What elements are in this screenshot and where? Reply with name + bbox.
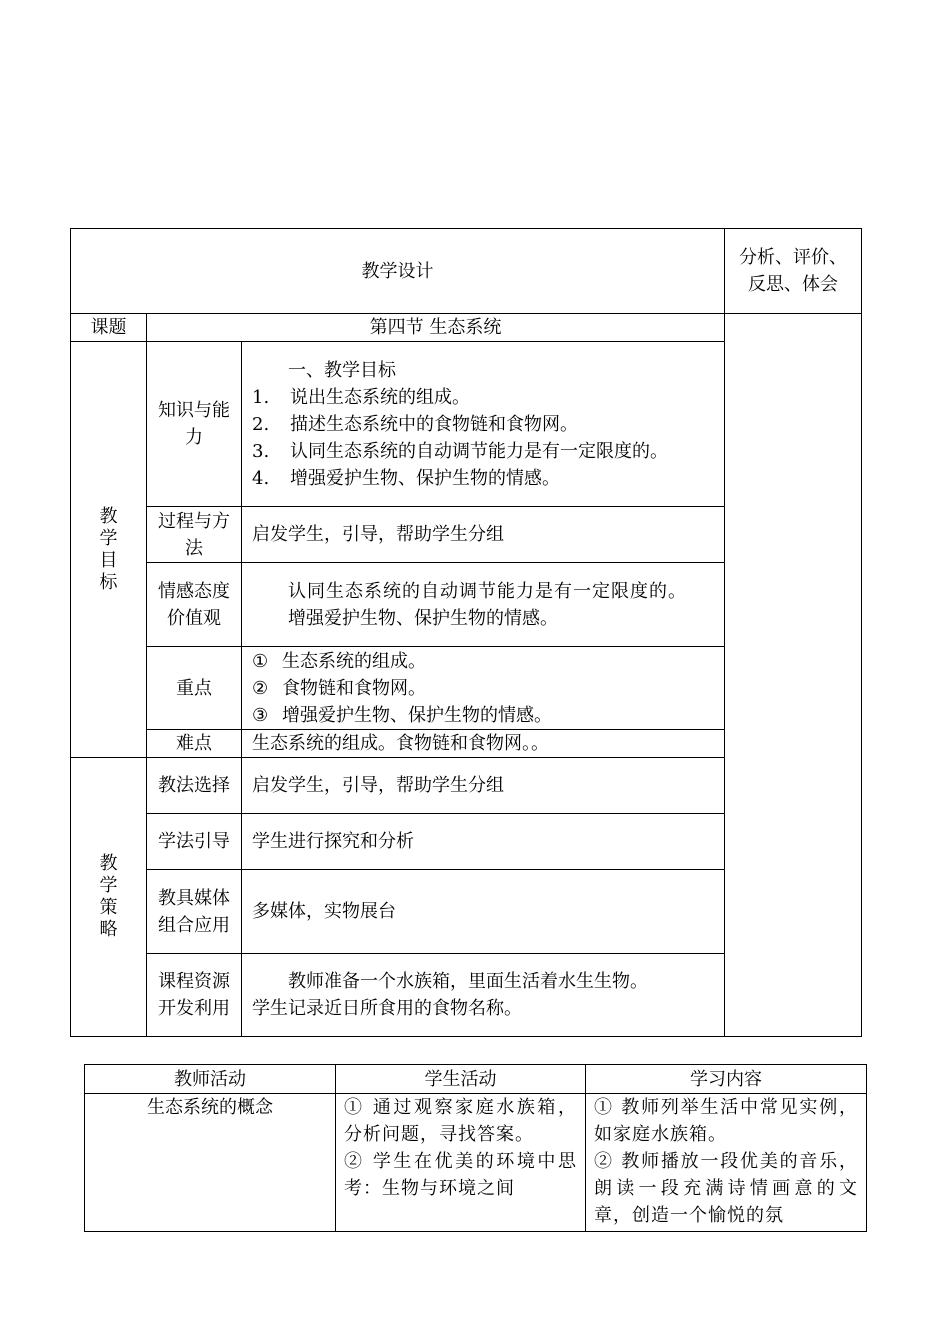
lesson-design-table (70, 228, 862, 1037)
goals-group-cell (71, 342, 147, 758)
key-label: 重点 (147, 647, 242, 730)
student-activity-p1: ① 通过观察家庭水族箱，分析问题，寻找答案。 (344, 1097, 577, 1145)
teacher-activity-cell: 生态系统的概念 (85, 1094, 336, 1232)
key-item-3: ③ 增强爱护生物、保护生物的情感。 (252, 704, 552, 726)
resource-content (242, 954, 725, 1037)
learning-value: 学生进行探究和分析 (242, 814, 725, 870)
resource-line-2: 学生记录近日所食用的食物名称。 (252, 998, 522, 1019)
resource-line-1: 教师准备一个水族箱，里面生活着水生生物。 (288, 971, 648, 992)
difficulty-label: 难点 (147, 730, 242, 758)
student-activity-cell (336, 1094, 586, 1232)
header-learning-content: 学习内容 (586, 1065, 867, 1094)
method-label: 教法选择 (147, 758, 242, 814)
media-value: 多媒体，实物展台 (242, 870, 725, 954)
learning-content-cell (586, 1094, 867, 1232)
emotion-content (242, 563, 725, 647)
method-value: 启发学生，引导，帮助学生分组 (242, 758, 725, 814)
topic-label: 课题 (71, 314, 147, 342)
knowledge-item-1: 1. 说出生态系统的组成。 (252, 386, 470, 408)
topic-value: 第四节 生态系统 (147, 314, 725, 342)
knowledge-label: 知识与能力 (147, 342, 242, 507)
activity-table (84, 1064, 867, 1232)
resource-label: 课程资源开发利用 (147, 954, 242, 1037)
design-title: 教学设计 (71, 229, 725, 314)
knowledge-item-3: 3. 认同生态系统的自动调节能力是有一定限度的。 (252, 440, 668, 462)
key-item-1: ① 生态系统的组成。 (252, 650, 426, 672)
emotion-label: 情感态度价值观 (147, 563, 242, 647)
header-teacher-activity: 教师活动 (85, 1065, 336, 1094)
key-content (242, 647, 725, 730)
learning-content-p1: ① 教师列举生活中常见实例，如家庭水族箱。 (594, 1097, 858, 1145)
knowledge-item-2: 2. 描述生态系统中的食物链和食物网。 (252, 413, 578, 435)
emotion-line-2: 增强爱护生物、保护生物的情感。 (288, 607, 558, 629)
strategy-group-cell (71, 758, 147, 1037)
emotion-line-1: 认同生态系统的自动调节能力是有一定限度的。 (288, 580, 687, 602)
knowledge-content (242, 342, 725, 507)
student-activity-p2: ② 学生在优美的环境中思考：生物与环境之间 (344, 1151, 577, 1199)
key-item-2: ② 食物链和食物网。 (252, 677, 426, 699)
reflection-header: 分析、评价、反思、体会 (725, 229, 862, 314)
learning-label: 学法引导 (147, 814, 242, 870)
process-label: 过程与方法 (147, 507, 242, 563)
strategy-group-label: 教学策略 (99, 853, 118, 940)
goals-group-label: 教学目标 (99, 505, 118, 593)
process-value: 启发学生，引导，帮助学生分组 (242, 507, 725, 563)
knowledge-heading: 一、教学目标 (288, 359, 396, 381)
media-label: 教具媒体组合应用 (147, 870, 242, 954)
knowledge-item-4: 4. 增强爱护生物、保护生物的情感。 (252, 467, 560, 489)
difficulty-value: 生态系统的组成。食物链和食物网。。 (242, 730, 725, 758)
learning-content-p2: ② 教师播放一段优美的音乐，朗读一段充满诗情画意的文章，创造一个愉悦的氛 (594, 1151, 858, 1226)
reflection-column (725, 314, 862, 1037)
header-student-activity: 学生活动 (336, 1065, 586, 1094)
